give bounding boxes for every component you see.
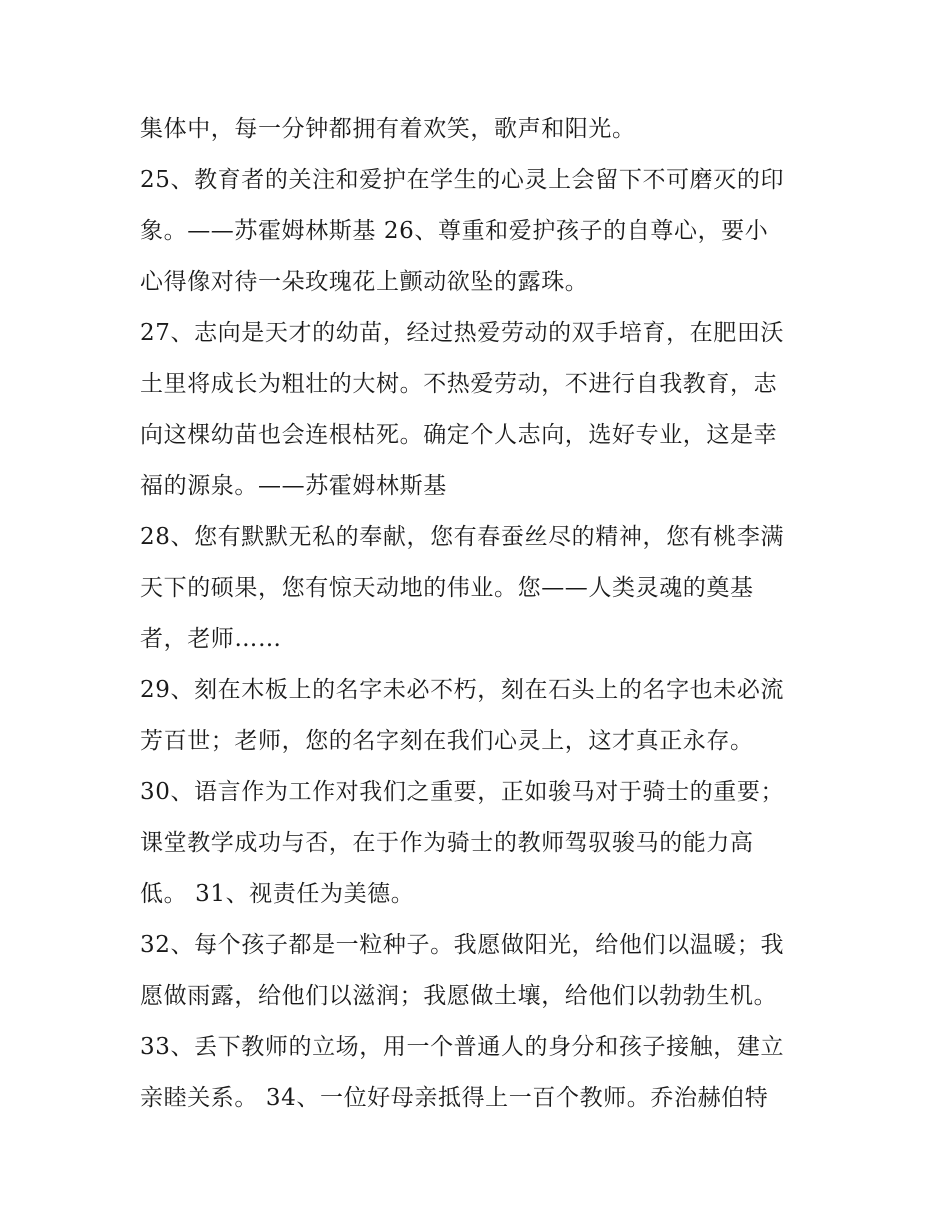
text-line: 30、语言作为工作对我们之重要，正如骏马对于骑士的重要； bbox=[140, 779, 785, 805]
text-line: 天下的硕果，您有惊天动地的伟业。您——人类灵魂的奠基 bbox=[140, 575, 754, 601]
text-line: 芳百世；老师，您的名字刻在我们心灵上，这才真正永存。 bbox=[140, 728, 754, 754]
document-body bbox=[140, 104, 820, 1124]
text-line: 福的源泉。——苏霍姆林斯基 bbox=[140, 473, 447, 499]
text-line: 28、您有默默无私的奉献，您有春蚕丝尽的精神，您有桃李满 bbox=[140, 524, 785, 550]
text-line: 土里将成长为粗壮的大树。不热爱劳动，不进行自我教育，志 bbox=[140, 371, 778, 397]
text-line: 集体中，每一分钟都拥有着欢笑，歌声和阳光。 bbox=[140, 116, 636, 142]
text-line: 心得像对待一朵玫瑰花上颤动欲坠的露珠。 bbox=[140, 269, 589, 295]
text-line: 低。 31、视责任为美德。 bbox=[140, 881, 415, 907]
text-line: 33、丢下教师的立场，用一个普通人的身分和孩子接触，建立 bbox=[140, 1034, 785, 1060]
text-line: 愿做雨露，给他们以滋润；我愿做土壤，给他们以勃勃生机。 bbox=[140, 983, 778, 1009]
text-line: 25、教育者的关注和爱护在学生的心灵上会留下不可磨灭的印 bbox=[140, 167, 785, 193]
text-line: 29、刻在木板上的名字未必不朽，刻在石头上的名字也未必流 bbox=[140, 677, 785, 703]
text-line: 向这棵幼苗也会连根枯死。确定个人志向，选好专业，这是幸 bbox=[140, 422, 778, 448]
text-line: 亲睦关系。 34、一位好母亲抵得上一百个教师。乔治赫伯特 bbox=[140, 1085, 769, 1111]
text-line: 32、每个孩子都是一粒种子。我愿做阳光，给他们以温暖；我 bbox=[140, 932, 785, 958]
text-line: 象。——苏霍姆林斯基 26、尊重和爱护孩子的自尊心，要小 bbox=[140, 218, 769, 244]
text-line: 27、志向是天才的幼苗，经过热爱劳动的双手培育，在肥田沃 bbox=[140, 320, 785, 346]
text-line: 课堂教学成功与否，在于作为骑士的教师驾驭骏马的能力高 bbox=[140, 830, 754, 856]
text-line: 者，老师…… bbox=[140, 626, 282, 652]
